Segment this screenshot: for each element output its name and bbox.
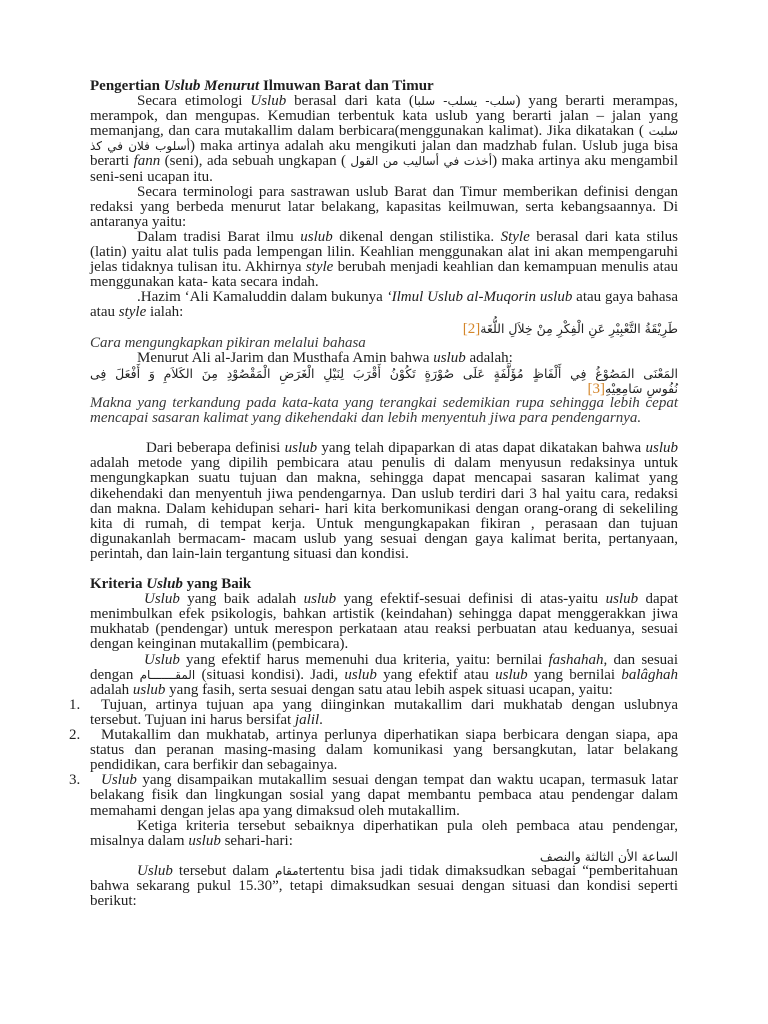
list-item-context	[69, 772, 678, 819]
text-run: yang bernilai	[527, 666, 622, 683]
italic-text-run: jalil	[294, 711, 320, 728]
italic-text-run: fashahah	[548, 651, 604, 668]
text-run: yang telah dipaparkan di atas dapat dikatakan bahwa	[317, 440, 646, 457]
footnote-ref-link[interactable]: [3]	[587, 380, 606, 397]
document-page	[69, 78, 679, 910]
list-item-speaker-listener	[69, 727, 678, 774]
italic-text-run: uslub	[605, 591, 639, 608]
text-run: tertentu bisa jadi tidak dimaksudkan sebagai “pemberitahuan bahwa sekarang pukul 15.30”, tetapi dimaksudkan sesuai dengan situasi dan kondisi seperti berikut:	[90, 862, 678, 910]
italic-text-run: uslub	[433, 349, 466, 366]
paragraph-conclusion	[90, 441, 678, 562]
text-run: (situasi kondisi). Jadi,	[195, 666, 345, 683]
italic-text-run: uslub	[495, 666, 528, 683]
paragraph-effective-uslub	[90, 653, 678, 698]
paragraph-good-uslub	[90, 592, 678, 652]
text-run: adalah	[90, 681, 133, 698]
italic-text-run: uslub	[303, 591, 337, 608]
italic-text-run: balâghah	[621, 666, 678, 683]
text-run: .Hazim ‘Ali Kamaluddin dalam bukunya	[137, 289, 387, 306]
text-run: ) maka artinya aku mengambil seni-seni ucapan itu.	[90, 153, 678, 185]
italic-text-run: style	[305, 259, 334, 276]
italic-text-run: uslub	[645, 440, 678, 457]
text-run: Mutakallim dan mukhatab, artinya perlunya diperhatikan siapa berbicara dengan siapa, apa status dan peranan masing-masing dalam komunikasi yang bersangkutan, latar belakang pendidikan, cara berfikir dan sebagainya.	[90, 727, 678, 774]
text-run: , dan sesuai dengan	[90, 651, 678, 683]
arabic-text: طَرِيْقَةُ التَّعْبِيْرِ عَنِ الْفِكْرِ مِنْ خِلاَلِ اللُّغَة	[480, 320, 678, 336]
italic-text-run: uslub	[284, 440, 318, 457]
list-number: 1.	[69, 696, 81, 713]
text-run: yang baik adalah	[179, 591, 304, 608]
italic-text-run: Uslub	[146, 576, 183, 593]
list-item-purpose	[69, 696, 678, 728]
text-run: dikenal dengan stilistika.	[332, 228, 501, 245]
arabic-text: المقـــــــام	[139, 667, 196, 682]
arabic-example-sentence	[90, 849, 678, 864]
arabic-text: نُفُوسِ سَامِعِيْهِ	[605, 380, 678, 396]
italic-text-run: Uslub	[144, 651, 180, 668]
text-run: yang Baik	[182, 576, 252, 593]
text-run: Menurut Ali al-Jarim dan Musthafa Amin bahwa	[137, 349, 434, 366]
arabic-text: سلبت أسلوب فلان في كذ	[90, 124, 678, 154]
list-number: 2.	[69, 727, 81, 744]
text-run: ) yang berarti merampas, merampok, dan mengupas. Kemudian terbentuk kata uslub yang berarti jalan – jalan yang memanjang, dan cara mutakallim dalam berbicara(menggunakan kalimat). Jika dikatakan (	[90, 93, 678, 140]
arabic-text: الساعة الأن الثالثة والنصف	[539, 848, 678, 864]
blank-line	[90, 562, 678, 577]
paragraph-third-criteria	[90, 819, 678, 849]
text-run: ialah:	[146, 304, 184, 321]
paragraph-western-tradition	[90, 230, 678, 290]
text-run: sehari-hari:	[220, 832, 293, 849]
text-run: yang fasih, serta sesuai dengan satu atau lebih aspek situasi ucapan, yaitu:	[165, 681, 613, 698]
arabic-text: أخذت في أساليب من القول	[350, 154, 493, 169]
text-run: dapat menimbulkan efek psikologis, bahkan artistik (keindahan) sehingga dapat menggerakkan jiwa mukhatab (pendengar) untuk merespon perkataan atau reaksi perbuatan atau keduanya, sesuai dengan keinginan mutakallim (pembicara).	[90, 591, 679, 653]
text-run: yang efektif harus memenuhi dua kriteria, yaitu: bernilai	[179, 651, 549, 668]
section-heading-criteria	[90, 577, 678, 592]
text-run: Ketiga kriteria tersebut sebaiknya diperhatikan pula oleh pembaca atau pendengar, misalnya dalam	[90, 817, 678, 849]
text-run: yang efektif-sesuai definisi di atas-yaitu	[336, 591, 606, 608]
italic-text-run: Style	[500, 228, 530, 245]
footnote-ref-link[interactable]: [2]	[462, 320, 481, 337]
italic-text-run: ‘Ilmul Uslub al-Muqorin uslub	[386, 289, 573, 306]
text-run: adalah:	[465, 349, 513, 366]
translation-jarim: Makna yang terkandung pada kata-kata yang terangkai sedemikian rupa sehingga lebih cepat mencapai sasaran kalimat yang dikehendaki dan lebih menyentuh jiwa para pendengarnya.	[90, 394, 678, 427]
text-run: atau gaya bahasa atau	[90, 289, 678, 321]
paragraph-example-explanation	[90, 864, 678, 909]
text-run: berubah menjadi keahlian dan kemampuan menulis atau menggunakan kata- kata secara indah.	[90, 259, 678, 291]
blank-line	[90, 426, 678, 441]
paragraph-hazim	[90, 290, 678, 320]
text-run: Ilmuwan Barat dan Timur	[259, 78, 434, 94]
paragraph-jarim	[90, 351, 678, 366]
text-run: .	[319, 711, 323, 728]
text-run: Secara etimologi	[137, 93, 251, 110]
italic-text-run: Uslub	[137, 862, 173, 879]
paragraph-etymology	[90, 94, 678, 185]
text-run: (seni), ada sebuah ungkapan (	[160, 153, 351, 170]
paragraph-terminology: Secara terminologi para sastrawan uslub Barat dan Timur memberikan definisi dengan redaksi yang berbeda menurut latar belakang, kapasitas keilmuwan, serta kebangsaannya. Di antaranya yaitu:	[90, 183, 678, 230]
italic-text-run: uslub	[300, 228, 333, 245]
translation-hazim: Cara mengungkapkan pikiran melalui bahasa	[90, 334, 366, 351]
arabic-text: سلب- يسلب- سلبا	[413, 94, 516, 109]
italic-text-run: uslub	[344, 666, 377, 683]
text-run: Tujuan, artinya tujuan apa yang diinginkan mutakallim dari mukhatab dengan uslubnya tersebut. Tujuan ini harus bersifat	[90, 696, 678, 728]
text-run: Kriteria	[90, 576, 147, 593]
italic-text-run: uslub	[132, 681, 166, 698]
list-item-text	[90, 698, 678, 728]
italic-text-run: fann	[133, 153, 161, 170]
arabic-quote-hazim	[90, 321, 678, 336]
text-run: tersebut dalam	[172, 862, 276, 879]
section-heading-definition	[90, 79, 678, 94]
list-number: 3.	[69, 772, 81, 789]
text-run: adalah metode yang dipilih pembicara atau penulis di dalam menyusun redaksinya untuk mengungkapkan suatu tujuan dan makna, sehingga dapat mencapai sasaran kalimat yang dikehendaki dan menyentuh jiwa pendengarnya. Dan uslub terdiri dari 3 hal yaitu cara, redaksi dan makna. Dalam kehidupan sehari- hari kita berkomunikasi dengan orang-orang di sekeliling kita di rumah, di tempat kerja. Untuk mengungkapakan fikiran , perasaan dan tujuan digunakanlah bermacam- macam uslub yang sesuai dengan gaya kalimat berita, pertanyaan, perintah, dan lain-lain tergantung situasi dan kondisi.	[90, 455, 678, 562]
text-run: Dalam tradisi Barat ilmu	[137, 228, 301, 245]
list-item-text	[90, 773, 678, 818]
arabic-quote-jarim-line-2	[90, 381, 678, 396]
text-run: berasal dari kata (	[286, 93, 414, 110]
italic-text-run: Uslub	[101, 772, 137, 789]
list-item-text	[90, 728, 678, 773]
italic-text-run: Uslub	[144, 591, 180, 608]
italic-text-run: uslub	[188, 832, 221, 849]
italic-text-run: style	[118, 304, 147, 321]
italic-text-run: Uslub Menurut	[163, 78, 260, 94]
text-run: yang disampaikan mutakallim sesuai dengan tempat dan waktu ucapan, termasuk latar belakang fisik dan lingkungan sosial yang dapat membantu pembaca atau pendengar dalam memahami dengan jelas apa yang dimaksud oleh mutakallim.	[90, 772, 678, 819]
italic-text-run: Uslub	[250, 93, 287, 110]
text-run: berasal dari kata stilus (latin) yaitu alat tulis pada lempengan lilin. Keahlian menggunakan alat ini akan mempengaruhi jelas tidaknya tulisan itu. Akhirnya	[90, 228, 678, 276]
text-run: yang efektif atau	[376, 666, 496, 683]
arabic-text: مقام	[275, 863, 299, 878]
arabic-text: المَعْنَى المَصُوْغُ فِي أَلْفَاظٍ مُؤَلَّفَةٍ عَلَى صُوْرَةٍ تَكُوْنُ أَقْرَبَ لِنَيْلِ الْغَرَضِ الْمَقْصُوْدِ مِنَ الكَلاَمِ وَ أَفْعَلَ فِى	[90, 365, 678, 381]
text-run: ) maka artinya adalah aku mengikuti jalan dan madzhab fulan. Uslub juga bisa berarti	[90, 138, 679, 170]
arabic-quote-jarim-line-1	[90, 366, 678, 381]
text-run: Dari beberapa definisi	[146, 440, 285, 457]
text-run: Pengertian	[90, 78, 164, 94]
